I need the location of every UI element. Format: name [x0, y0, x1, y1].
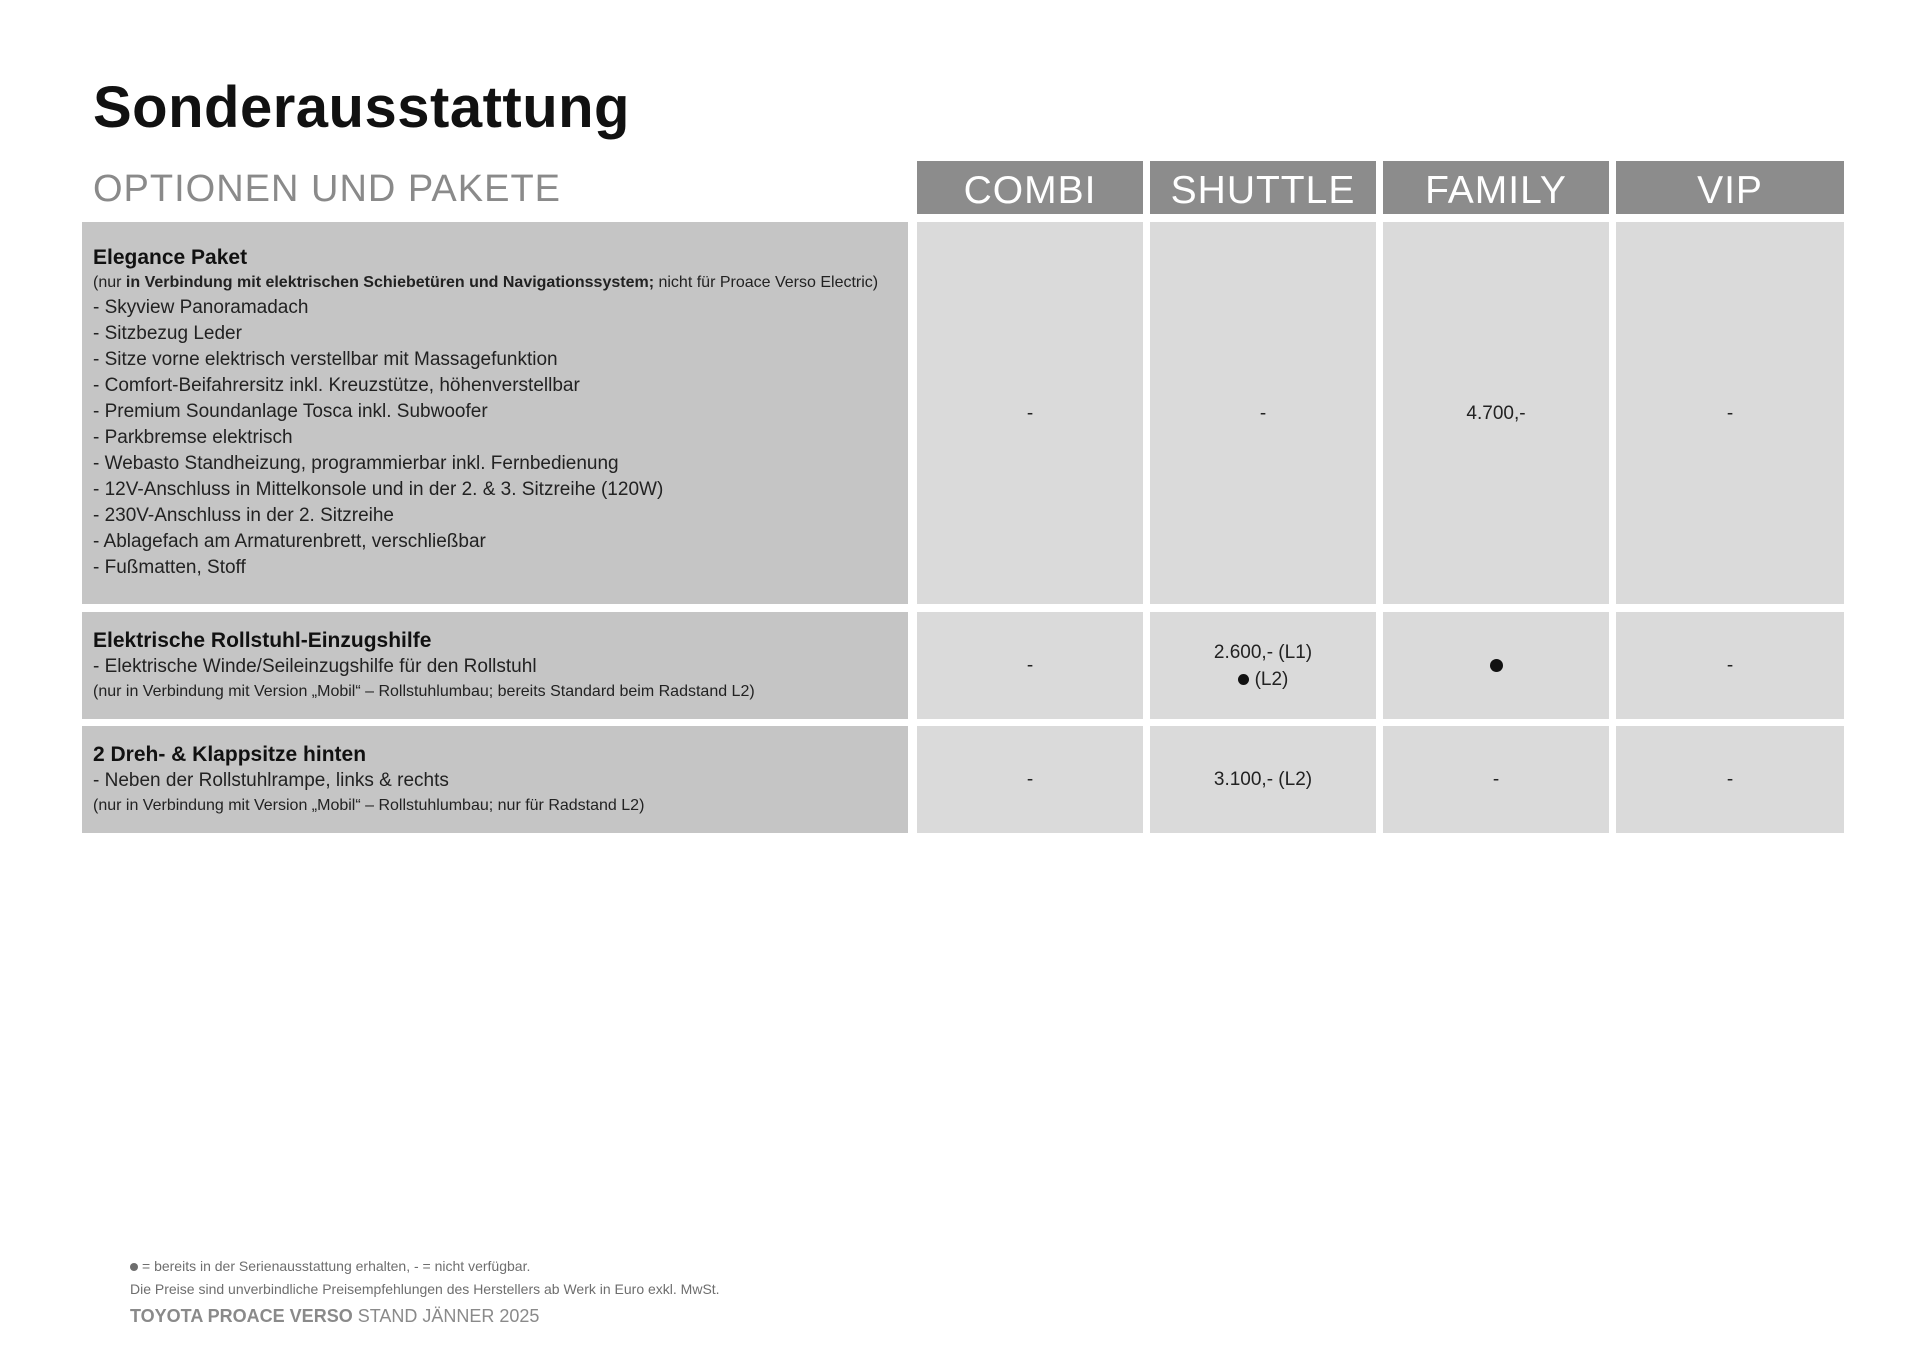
cell-rollstuhl-shuttle: 2.600,- (L1) (L2): [1150, 612, 1376, 719]
option-note: (nur in Verbindung mit elektrischen Schiebetüren und Navigationssystem; nicht für Proace Verso Electric): [93, 274, 879, 291]
standard-dot-icon: [1238, 674, 1249, 685]
cell-klappsitze-family: -: [1383, 726, 1609, 833]
option-item: - Ablagefach am Armaturenbrett, verschließbar: [93, 531, 486, 552]
option-item: - 230V-Anschluss in der 2. Sitzreihe: [93, 505, 394, 526]
option-item: - Premium Soundanlage Tosca inkl. Subwoofer: [93, 401, 488, 422]
footer-disclaimer: Die Preise sind unverbindliche Preisempfehlungen des Herstellers ab Werk in Euro exkl. MwSt.: [130, 1281, 720, 1297]
option-item: - Neben der Rollstuhlrampe, links & rechts: [93, 770, 449, 791]
standard-dot-icon: [130, 1263, 138, 1271]
option-note: (nur in Verbindung mit Version „Mobil“ – Rollstuhlumbau; nur für Radstand L2): [93, 797, 645, 814]
cell-elegance-family: 4.700,-: [1383, 222, 1609, 604]
option-item: - Comfort-Beifahrersitz inkl. Kreuzstütze, höhenverstellbar: [93, 375, 580, 396]
cell-elegance-combi: -: [917, 222, 1143, 604]
cell-rollstuhl-family: [1383, 612, 1609, 719]
column-header-vip: VIP: [1616, 161, 1844, 214]
cell-rollstuhl-vip: -: [1616, 612, 1844, 719]
option-rollstuhl-einzugshilfe: [82, 612, 908, 719]
option-item: - Webasto Standheizung, programmierbar inkl. Fernbedienung: [93, 453, 619, 474]
option-title: Elegance Paket: [93, 246, 248, 269]
option-item: - Sitzbezug Leder: [93, 323, 242, 344]
option-item: - Fußmatten, Stoff: [93, 557, 246, 578]
option-item: - Parkbremse elektrisch: [93, 427, 293, 448]
option-dreh-klappsitze: [82, 726, 908, 833]
cell-klappsitze-combi: -: [917, 726, 1143, 833]
column-header-shuttle: SHUTTLE: [1150, 161, 1376, 214]
cell-rollstuhl-combi: -: [917, 612, 1143, 719]
cell-klappsitze-shuttle: 3.100,- (L2): [1150, 726, 1376, 833]
option-item: - 12V-Anschluss in Mittelkonsole und in der 2. & 3. Sitzreihe (120W): [93, 479, 664, 500]
column-header-family: FAMILY: [1383, 161, 1609, 214]
cell-klappsitze-vip: -: [1616, 726, 1844, 833]
footer-brand: TOYOTA PROACE VERSO STAND JÄNNER 2025: [130, 1306, 540, 1326]
option-item: - Elektrische Winde/Seileinzugshilfe für den Rollstuhl: [93, 656, 537, 677]
cell-elegance-shuttle: -: [1150, 222, 1376, 604]
option-note: (nur in Verbindung mit Version „Mobil“ – Rollstuhlumbau; bereits Standard beim Radstand L2): [93, 683, 755, 700]
page-title: Sonderausstattung: [93, 75, 630, 140]
cell-elegance-vip: -: [1616, 222, 1844, 604]
footer-legend: = bereits in der Serienausstattung erhalten, - = nicht verfügbar.: [130, 1258, 530, 1274]
option-title: Elektrische Rollstuhl-Einzugshilfe: [93, 629, 432, 652]
section-subtitle: OPTIONEN UND PAKETE: [93, 168, 562, 210]
option-item: - Skyview Panoramadach: [93, 297, 309, 318]
column-header-combi: COMBI: [917, 161, 1143, 214]
option-title: 2 Dreh- & Klappsitze hinten: [93, 743, 367, 766]
standard-dot-icon: [1490, 659, 1503, 672]
option-item: - Sitze vorne elektrisch verstellbar mit Massagefunktion: [93, 349, 558, 370]
option-elegance-paket: [82, 222, 908, 604]
